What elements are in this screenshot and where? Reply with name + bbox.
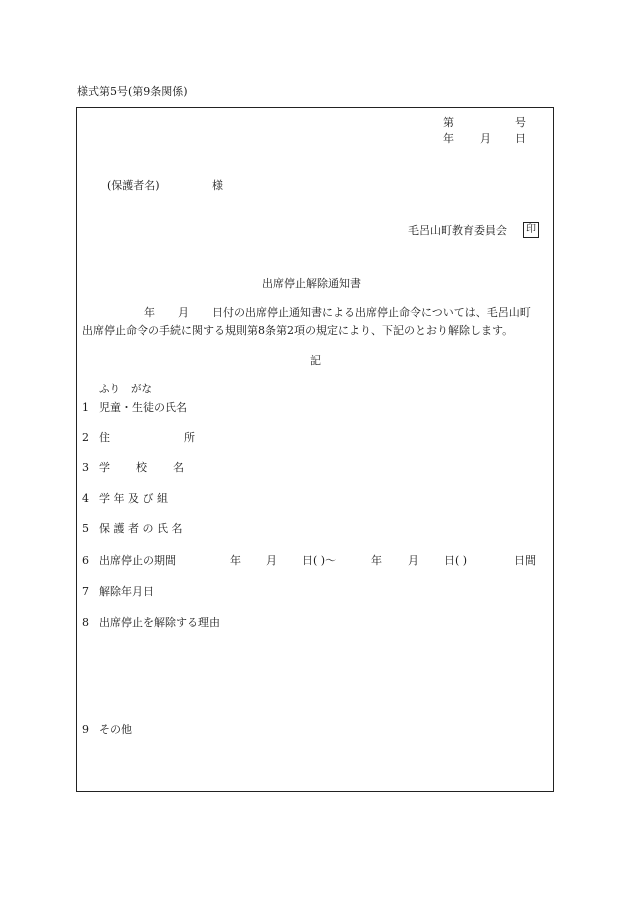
date-month: 月 (480, 132, 491, 145)
item-3-label-b: 校 (136, 461, 147, 474)
item-8-label: 出席停止を解除する理由 (99, 616, 220, 629)
doc-number-dai: 第 (443, 116, 454, 129)
body-line1-text: 日付の出席停止通知書による出席停止命令については、毛呂山町 (212, 306, 531, 319)
issuer-name: 毛呂山町教育委員会 (408, 224, 507, 237)
item-6-year2: 年 (371, 554, 382, 567)
furigana-furi: ふり (99, 383, 120, 395)
body-line2: 出席停止命令の手続に関する規則第8条第2項の規定により、下記のとおり解除します。 (82, 324, 514, 337)
item-9-number: 9 (82, 723, 89, 736)
document-title: 出席停止解除通知書 (262, 277, 361, 290)
item-6-number: 6 (82, 554, 89, 567)
item-6-label: 出席停止の期間 (99, 554, 176, 567)
item-7-label: 解除年月日 (99, 585, 154, 598)
item-6-day1: 日( )〜 (302, 554, 337, 567)
item-6-month1: 月 (266, 554, 277, 567)
body-year: 年 (144, 306, 155, 319)
item-4-label: 学 年 及 び 組 (99, 492, 168, 505)
item-3-label-c: 名 (173, 461, 184, 474)
doc-number-go: 号 (515, 116, 526, 129)
item-5-number: 5 (82, 522, 89, 535)
item-6-month2: 月 (408, 554, 419, 567)
addressee-label: (保護者名) (107, 179, 160, 192)
seal-mark: 印 (523, 222, 539, 238)
item-7-number: 7 (82, 585, 89, 598)
item-6-days: 日間 (514, 554, 536, 567)
body-month: 月 (178, 306, 189, 319)
item-4-number: 4 (82, 492, 89, 505)
item-2-number: 2 (82, 431, 89, 444)
date-year: 年 (443, 132, 454, 145)
item-2-label-b: 所 (184, 431, 195, 444)
item-9-label: その他 (99, 723, 132, 736)
date-day: 日 (515, 132, 526, 145)
item-6-year1: 年 (230, 554, 241, 567)
furigana-gana: がな (131, 383, 152, 395)
item-8-number: 8 (82, 616, 89, 629)
item-3-label-a: 学 (99, 461, 110, 474)
form-label: 様式第5号(第9条関係) (77, 85, 188, 98)
item-1-number: 1 (82, 401, 89, 414)
item-5-label: 保 護 者 の 氏 名 (99, 522, 183, 535)
item-6-day2: 日( ) (444, 554, 468, 567)
item-3-number: 3 (82, 461, 89, 474)
item-1-label: 児童・生徒の氏名 (99, 401, 187, 414)
item-2-label-a: 住 (99, 431, 110, 444)
addressee-honorific: 様 (212, 179, 223, 192)
ki-mark: 記 (310, 354, 321, 367)
document-frame (76, 107, 554, 792)
